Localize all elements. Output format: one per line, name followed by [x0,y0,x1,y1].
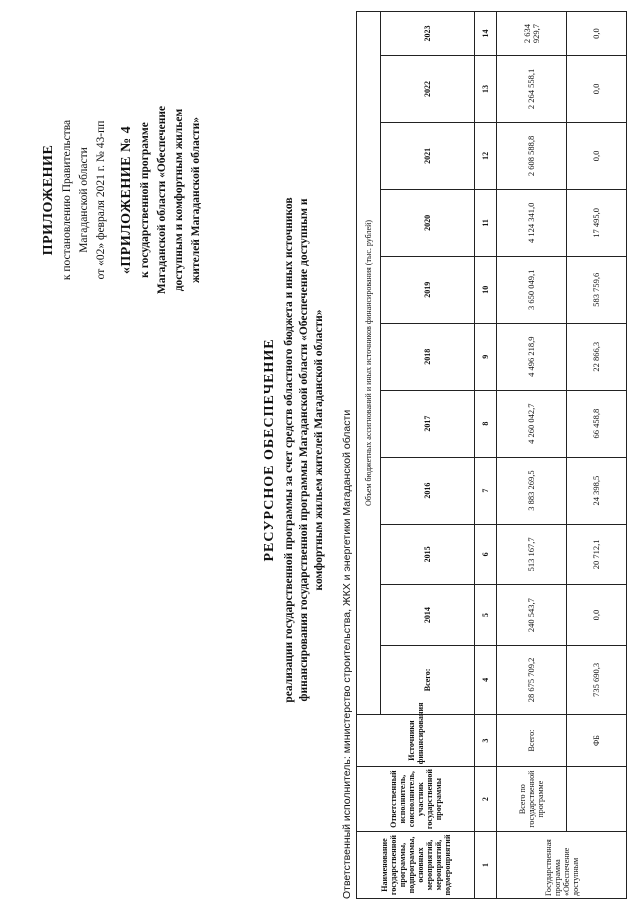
header-year-2018: 2018 [381,323,475,390]
appendix-line-1: к постановлению Правительства [61,119,73,281]
column-number: 7 [475,457,497,524]
value-cell: 0,0 [567,122,627,189]
column-number: 4 [475,645,497,714]
source-cell: ФБ [567,714,627,766]
header-source: Источники финансирования [357,714,475,766]
value-cell: 0,0 [567,12,627,56]
value-cell: 0,0 [567,585,627,646]
column-number: 5 [475,585,497,646]
table-row [567,12,627,899]
header-year-2014: 2014 [381,585,475,646]
program-name-cell: Государственная программа «Обеспечение доступным [497,832,627,899]
column-number: 11 [475,189,497,256]
header-year-2020: 2020 [381,189,475,256]
value-cell: 3 883 269,5 [497,457,567,524]
value-cell: 3 650 049,1 [497,256,567,323]
value-cell: 4 260 042,7 [497,390,567,457]
header-year-2021: 2021 [381,122,475,189]
header-total: Всего: [381,645,475,714]
header-year-2019: 2019 [381,256,475,323]
value-cell: 17 495,0 [567,189,627,256]
appendix-sub-line-2: Магаданской области «Обеспечение [156,105,168,295]
header-name: Наименование государственной программы, подпрограммы, основных мероприятий, мероприятий, подмероприятий [357,832,475,899]
total-cell: 735 690,3 [567,645,627,714]
header-year-2016: 2016 [381,457,475,524]
value-cell: 0,0 [567,56,627,123]
value-cell: 4 496 218,9 [497,323,567,390]
column-number: 9 [475,323,497,390]
heading-line-3: комфортным жильем жителей Магаданской области» [313,309,325,591]
column-number: 3 [475,714,497,766]
value-cell: 20 712,1 [567,524,627,585]
appendix-sub-line-3: доступным и комфортным жильем [173,108,185,292]
value-cell: 66 458,8 [567,390,627,457]
appendix-block [40,35,205,365]
value-cell: 2 634 929,7 [497,12,567,56]
value-cell: 2 608 588,8 [497,122,567,189]
column-number: 12 [475,122,497,189]
responsible-executor: Ответственный исполнитель: министерство строительства, ЖКХ и энергетики Магаданской области [341,409,353,899]
total-cell: 28 675 709,2 [497,645,567,714]
appendix-line-3: от «02» февраля 2021 г. № 43-пп [95,120,107,280]
heading-title: РЕСУРСНОЕ ОБЕСПЕЧЕНИЕ [262,338,277,562]
column-number: 13 [475,56,497,123]
value-cell: 22 866,3 [567,323,627,390]
appendix-line-2: Магаданской области [78,147,90,253]
appendix-sub-line-4: жителей Магаданской области» [190,117,202,283]
column-number: 2 [475,767,497,832]
column-number: 10 [475,256,497,323]
source-cell: Всего: [497,714,567,766]
header-year-2023: 2023 [381,12,475,56]
heading-line-2: финансирования государственной программы Магаданской области «Обеспечение доступным и [298,198,310,702]
header-volume: Объем бюджетных ассигнований и иных источников финансирования (тыс. рублей) [357,12,381,715]
responsible-cell: Всего по государственной программе [497,767,567,832]
value-cell: 583 759,6 [567,256,627,323]
heading-line-1: реализации государственной программы за счет средств областного бюджета и иных источников [283,197,295,703]
value-cell: 4 124 341,0 [497,189,567,256]
column-number: 8 [475,390,497,457]
value-cell: 513 167,7 [497,524,567,585]
header-year-2017: 2017 [381,390,475,457]
value-cell: 240 543,7 [497,585,567,646]
header-year-2015: 2015 [381,524,475,585]
column-number-row [475,12,497,899]
column-number: 6 [475,524,497,585]
header-year-2022: 2022 [381,56,475,123]
document-heading [262,105,327,795]
value-cell: 2 264 558,1 [497,56,567,123]
table-row [497,12,567,899]
header-responsible: Ответственный исполнитель, соисполнитель, участник государственной программы [357,767,475,832]
appendix-sub-line-1: к государственной программе [139,122,151,278]
appendix-title: ПРИЛОЖЕНИЕ [41,144,56,256]
column-number: 14 [475,12,497,56]
column-number: 1 [475,832,497,899]
appendix-sub-title: «ПРИЛОЖЕНИЕ № 4 [119,125,134,275]
responsible-cell [567,767,627,832]
resource-table [356,11,627,899]
value-cell: 24 398,5 [567,457,627,524]
